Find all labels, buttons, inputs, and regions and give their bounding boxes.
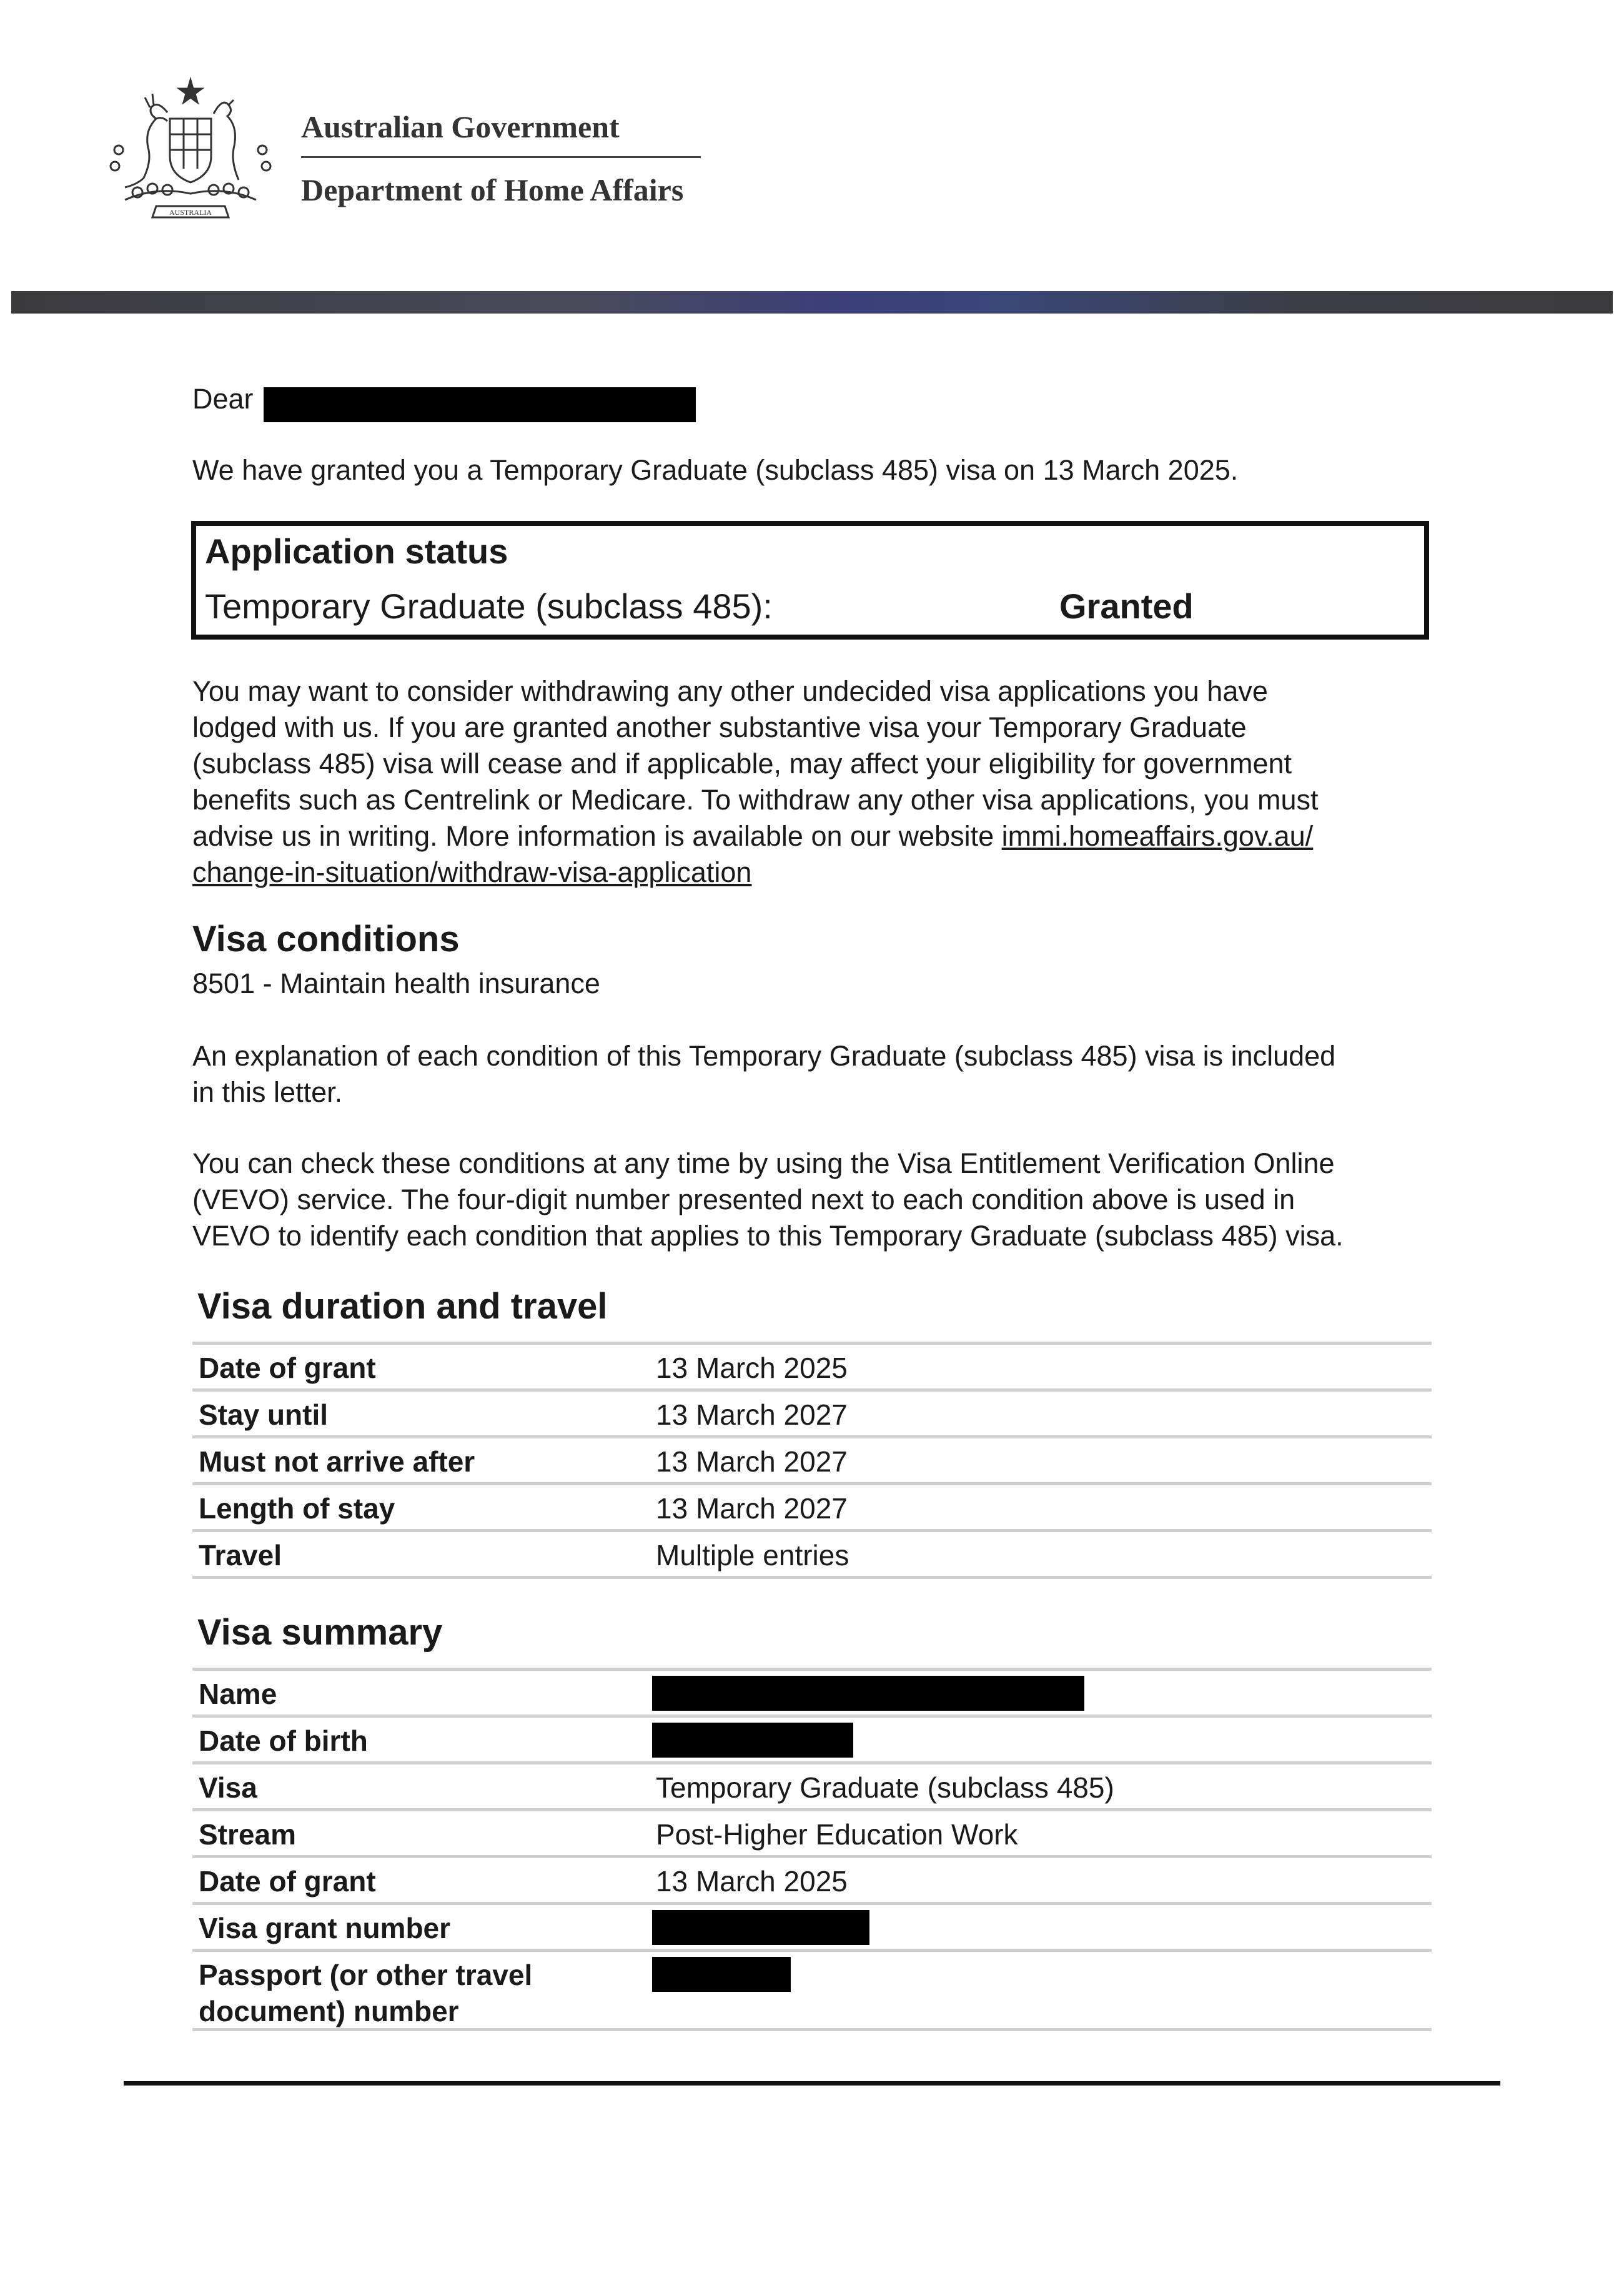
table-row: [192, 1952, 1432, 2031]
paragraph-line: You may want to consider withdrawing any other undecided visa applications you have: [192, 675, 1268, 707]
row-label: [199, 1957, 532, 2029]
withdraw-visa-link[interactable]: immi.homeaffairs.gov.au/: [1001, 820, 1314, 852]
government-title: Australian Government: [301, 109, 620, 144]
application-status-visa: Temporary Graduate (subclass 485):: [205, 586, 773, 626]
paragraph-line-text: advise us in writing. More information is available on our website: [192, 820, 1002, 852]
row-label: Visa grant number: [199, 1912, 451, 1944]
table-row: [192, 1438, 1432, 1485]
row-value: 13 March 2025: [656, 1352, 848, 1384]
row-label: Date of grant: [199, 1352, 376, 1384]
passport-label-line: document) number: [199, 1995, 459, 2027]
visa-summary-heading: Visa summary: [197, 1612, 443, 1653]
footer-divider: [124, 2081, 1500, 2086]
visa-duration-table: [192, 1342, 1432, 1579]
row-value: 13 March 2027: [656, 1398, 848, 1431]
paragraph-line: lodged with us. If you are granted another substantive visa your Temporary Graduate: [192, 711, 1247, 743]
header-banner: [11, 291, 1613, 314]
table-row: [192, 1811, 1432, 1858]
table-row: [192, 1718, 1432, 1764]
row-value: Multiple entries: [656, 1539, 849, 1571]
table-row: [192, 1532, 1432, 1579]
table-row: [192, 1345, 1432, 1392]
salutation: Dear: [192, 383, 254, 415]
redacted-passport-number: [652, 1957, 791, 1992]
paragraph-line: benefits such as Centrelink or Medicare. To withdraw any other visa applications, you must: [192, 784, 1319, 816]
table-row: [192, 1671, 1432, 1718]
paragraph-line: An explanation of each condition of this Temporary Graduate (subclass 485) visa is included: [192, 1040, 1336, 1072]
paragraph-line: (VEVO) service. The four-digit number presented next to each condition above is used in: [192, 1184, 1295, 1215]
withdraw-paragraph: [192, 673, 1442, 891]
visa-duration-heading: Visa duration and travel: [197, 1286, 608, 1327]
table-row: [192, 1905, 1432, 1952]
row-label: Visa: [199, 1771, 257, 1804]
redacted-applicant-name: [264, 387, 696, 422]
row-label: Travel: [199, 1539, 282, 1571]
row-value: Temporary Graduate (subclass 485): [656, 1771, 1114, 1804]
paragraph-line: You can check these conditions at any time by using the Visa Entitlement Verification Online: [192, 1147, 1335, 1179]
application-status-heading: Application status: [205, 532, 508, 571]
row-label: Date of grant: [199, 1865, 376, 1898]
visa-summary-table: [192, 1668, 1432, 2031]
row-label: Stream: [199, 1818, 296, 1851]
row-value: 13 March 2027: [656, 1445, 848, 1478]
header-divider: [301, 156, 701, 158]
row-label: Name: [199, 1678, 277, 1710]
row-value: 13 March 2025: [656, 1865, 848, 1898]
visa-conditions-heading: Visa conditions: [192, 919, 460, 959]
redacted-visa-grant-number: [652, 1910, 869, 1945]
table-row: [192, 1764, 1432, 1811]
paragraph-line: in this letter.: [192, 1076, 343, 1108]
paragraph-line: VEVO to identify each condition that applies to this Temporary Graduate (subclass 485) visa.: [192, 1220, 1344, 1252]
conditions-explanation: [192, 1038, 1442, 1111]
redacted-date-of-birth: [652, 1723, 853, 1758]
paragraph-line: [192, 818, 1442, 854]
row-value: 13 March 2027: [656, 1492, 848, 1525]
row-label: Must not arrive after: [199, 1445, 475, 1478]
row-label: Length of stay: [199, 1492, 395, 1525]
paragraph-line: [192, 854, 1442, 891]
withdraw-visa-link-continued[interactable]: change-in-situation/withdraw-visa-application: [192, 856, 752, 888]
table-row: [192, 1392, 1432, 1438]
svg-text:AUSTRALIA: AUSTRALIA: [169, 208, 212, 217]
grant-intro: We have granted you a Temporary Graduate (subclass 485) visa on 13 March 2025.: [192, 454, 1239, 486]
application-status-box: [191, 521, 1429, 640]
passport-label-line: Passport (or other travel: [199, 1959, 533, 1991]
department-title: Department of Home Affairs: [301, 172, 684, 207]
vevo-paragraph: [192, 1146, 1442, 1254]
redacted-name: [652, 1676, 1084, 1711]
row-label: Date of birth: [199, 1724, 368, 1757]
table-row: [192, 1858, 1432, 1905]
coat-of-arms-logo: [100, 75, 281, 225]
row-label: Stay until: [199, 1398, 329, 1431]
paragraph-line: (subclass 485) visa will cease and if applicable, may affect your eligibility for government: [192, 748, 1292, 779]
row-value: Post-Higher Education Work: [656, 1818, 1018, 1851]
application-status-value: Granted: [1059, 586, 1194, 626]
table-row: [192, 1485, 1432, 1532]
visa-condition-8501: 8501 - Maintain health insurance: [192, 967, 600, 999]
government-heading-block: [301, 111, 701, 205]
